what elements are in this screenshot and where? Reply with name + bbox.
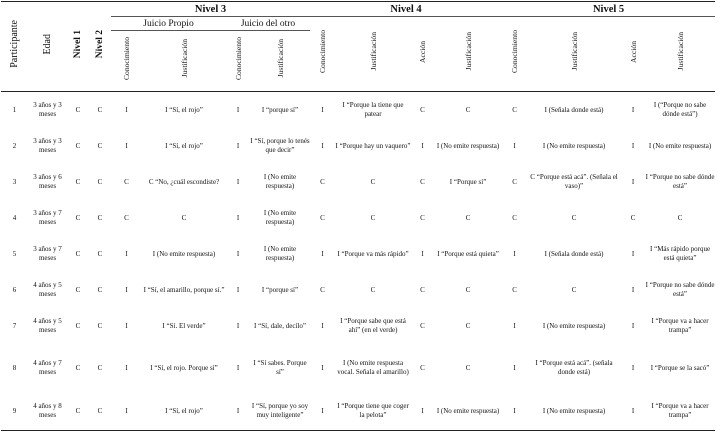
cell-n4-justificacion: C (370, 285, 376, 294)
cell-jp-conocimiento: I (125, 285, 128, 294)
header-jo-conocimiento: Conocimiento (226, 31, 250, 92)
cell-n4-accion-justificacion: I (No emite respuesta) (436, 141, 500, 150)
cell-n5-conocimiento: C (512, 105, 517, 114)
cell-n4-accion: C (420, 177, 425, 186)
cell-n4-justificacion: I “Porque va más rápido” (337, 249, 409, 258)
cell-jo-conocimiento: I (236, 213, 240, 222)
cell-n5-justificacion: I (No emite respuesta) (527, 392, 621, 431)
cell-n4-conocimiento: C (320, 213, 325, 222)
cell-edad: 3 años y 7 meses (33, 209, 62, 226)
cell-edad: 4 años y 7 meses (33, 359, 62, 376)
cell-nivel-1: C (75, 321, 81, 330)
cell-n4-accion: I (421, 141, 424, 150)
cell-n4-justificacion: I “Porque tiene que coger la pelota” (335, 392, 411, 431)
cell-n4-accion: C (420, 213, 425, 222)
header-n4-accion: Acción (411, 17, 434, 92)
cell-jp-justificacion: I “Sí, el rojo” (165, 105, 203, 114)
cell-edad: 3 años y 3 meses (33, 137, 62, 154)
cell-edad: 4 años y 5 meses (33, 281, 62, 298)
header-n5-accion: Acción (621, 17, 645, 92)
cell-nivel-1: C (75, 213, 81, 222)
table-row (1, 344, 715, 392)
cell-n5-conocimiento: I (502, 392, 527, 431)
cell-n5-accion-justificacion: I (No emite respuesta) (648, 141, 712, 150)
cell-n5-accion: I (631, 177, 635, 186)
table-body (1, 92, 715, 431)
cell-nivel-1: C (75, 105, 81, 114)
table-row (1, 164, 715, 200)
cell-n4-conocimiento: I (321, 363, 324, 372)
cell-n4-conocimiento: I (321, 141, 324, 150)
cell-n5-justificacion: C “Porque está acá”. (Señala el vaso)” (530, 173, 618, 190)
cell-n4-accion: C (420, 285, 425, 294)
cell-nivel-2: C (89, 392, 111, 431)
table-row (1, 392, 715, 431)
table-row (1, 236, 715, 272)
cell-n5-accion-justificacion: I “Porque no sabe dónde está” (645, 281, 715, 298)
cell-nivel-1: C (67, 392, 89, 431)
cell-n4-justificacion: I (No emite respuesta vocal. Señala el amarillo) (337, 359, 409, 376)
cell-n4-accion: C (420, 105, 425, 114)
cell-jo-conocimiento: I (236, 249, 240, 258)
header-n4-accion-justificacion: Justificación (434, 17, 502, 92)
cell-n4-justificacion: I “Porque la tiene que patear (342, 101, 404, 118)
cell-jo-justificacion: I “Sí, dale, decílo” (254, 321, 306, 330)
cell-n5-accion-justificacion: I “Porque se la sacó” (650, 363, 710, 372)
cell-n5-accion-justificacion: C (677, 213, 683, 222)
cell-n5-accion: I (631, 363, 635, 372)
cell-jp-conocimiento: I (125, 105, 128, 114)
cell-jp-justificacion: I (No emite respuesta) (152, 249, 216, 258)
cell-jp-conocimiento: I (125, 363, 128, 372)
cell-n4-accion-justificacion: I “Porque está quieta” (437, 249, 499, 258)
cell-participante: 5 (12, 249, 17, 258)
cell-jp-conocimiento: C (124, 213, 129, 222)
table-row (1, 200, 715, 236)
table-row (1, 272, 715, 308)
results-table (1, 1, 715, 431)
table-row (1, 128, 715, 164)
cell-nivel-2: C (97, 363, 103, 372)
cell-edad: 3 años y 7 meses (33, 245, 62, 262)
header-jp-conocimiento: Conocimiento (111, 31, 142, 92)
cell-jp-conocimiento: I (111, 392, 142, 431)
header-participante: Participante (1, 2, 28, 92)
cell-jp-conocimiento: I (125, 249, 128, 258)
cell-participante: 3 (12, 177, 17, 186)
cell-jp-justificacion: I “Sí, el rojo” (165, 141, 203, 150)
cell-nivel-2: C (97, 285, 103, 294)
cell-edad: 3 años y 6 meses (33, 173, 62, 190)
cell-n4-accion-justificacion: C (465, 213, 471, 222)
cell-n4-accion-justificacion: C (465, 105, 471, 114)
cell-edad: 4 años y 5 meses (33, 317, 62, 334)
cell-n5-accion: I (631, 285, 635, 294)
cell-n4-accion-justificacion: C (465, 321, 471, 330)
cell-nivel-2: C (97, 141, 103, 150)
cell-participante: 7 (12, 321, 17, 330)
cell-n4-conocimiento: I (321, 321, 324, 330)
cell-n5-accion-justificacion: I “Porque va a hacer trampa” (645, 392, 715, 431)
cell-nivel-2: C (97, 177, 103, 186)
cell-n4-accion: I (411, 392, 434, 431)
cell-edad: 3 años y 3 meses (33, 101, 62, 118)
cell-n4-justificacion: C (370, 213, 376, 222)
cell-n5-justificacion: I (No emite respuesta) (542, 141, 606, 150)
cell-jo-justificacion: I “Sí sabes. Porque sí” (253, 359, 307, 376)
header-juicio-propio: Juicio Propio (111, 17, 226, 31)
cell-nivel-2: C (97, 105, 103, 114)
cell-n4-accion-justificacion: C (465, 363, 471, 372)
cell-n4-accion: C (420, 363, 425, 372)
cell-participante: 6 (12, 285, 17, 294)
cell-n4-conocimiento: I (310, 392, 335, 431)
cell-n5-justificacion: C (571, 285, 577, 294)
cell-n5-conocimiento: I (513, 249, 516, 258)
cell-n5-accion-justificacion: I (“Porque no sabe dónde está”) (653, 101, 707, 118)
header-jp-justificacion: Justificación (142, 31, 226, 92)
header-nivel-3: Nivel 3 (111, 2, 310, 17)
cell-n5-accion: I (631, 249, 635, 258)
cell-jo-conocimiento: I (236, 177, 240, 186)
cell-jo-justificacion: I (No emite respuesta) (263, 173, 297, 190)
cell-participante: 8 (12, 363, 17, 372)
cell-jo-justificacion: I (No emite respuesta) (263, 209, 297, 226)
cell-jo-justificacion: I “Sí, porque yo soy muy inteligente” (250, 392, 310, 431)
cell-n4-accion: C (420, 321, 425, 330)
cell-nivel-2: C (97, 249, 103, 258)
cell-participante: 2 (12, 141, 17, 150)
header-n5-conocimiento: Conocimiento (502, 17, 527, 92)
cell-jp-conocimiento: I (125, 321, 128, 330)
cell-n5-conocimiento: I (513, 321, 516, 330)
cell-jo-conocimiento: I (236, 285, 240, 294)
cell-n5-accion: I (631, 105, 635, 114)
cell-participante: 9 (1, 392, 28, 431)
cell-jp-justificacion: I “Sí, el rojo” (142, 392, 226, 431)
cell-jo-justificacion: I “Sí, porque lo tenés que decir” (250, 137, 310, 154)
cell-n5-accion-justificacion: I “Más rápido porque está quieta” (650, 245, 711, 262)
cell-jo-justificacion: I (No emite respuesta) (263, 245, 297, 262)
cell-jo-conocimiento: I (236, 105, 240, 114)
cell-jp-justificacion: I “Sí. El verde” (162, 321, 206, 330)
cell-jo-justificacion: I “porque sí” (261, 105, 299, 114)
cell-n4-justificacion: I “Porque hay un vaquero” (335, 141, 411, 150)
header-nivel-5: Nivel 5 (502, 2, 715, 17)
header-edad: Edad (28, 2, 67, 92)
cell-n5-justificacion: I (No emite respuesta) (542, 321, 606, 330)
table-row (1, 308, 715, 344)
header-nivel-1: Nivel 1 (67, 2, 89, 92)
header-juicio-del-otro: Juicio del otro (226, 17, 310, 31)
cell-n5-justificacion: I (Señala donde está) (544, 249, 604, 258)
cell-jp-conocimiento: C (124, 177, 129, 186)
cell-n4-conocimiento: I (321, 249, 324, 258)
cell-jo-justificacion: I “porque sí” (261, 285, 299, 294)
cell-jp-conocimiento: I (125, 141, 128, 150)
table-row (1, 92, 715, 129)
cell-n5-accion: C (630, 213, 636, 222)
cell-n5-conocimiento: I (513, 141, 516, 150)
cell-jp-justificacion: C “No, ¿cuál escondiste? (148, 177, 220, 186)
cell-nivel-1: C (75, 363, 81, 372)
cell-jo-conocimiento: I (226, 392, 250, 431)
cell-n5-accion: I (631, 321, 635, 330)
cell-jp-justificacion: C (181, 213, 187, 222)
cell-n5-conocimiento: C (512, 177, 517, 186)
cell-nivel-1: C (75, 285, 81, 294)
cell-n5-conocimiento: C (512, 213, 517, 222)
header-n5-justificacion: Justificación (527, 17, 621, 92)
header-jo-justificacion: Justificación (250, 31, 310, 92)
cell-jp-justificacion: I “Sí, el rojo. Porque sí” (150, 363, 218, 372)
cell-n4-accion: I (421, 249, 424, 258)
cell-jp-justificacion: I “Sí, el amarillo, porque sí.” (143, 285, 225, 294)
cell-participante: 1 (12, 105, 17, 114)
cell-n4-conocimiento: C (320, 285, 325, 294)
cell-n5-accion: I (621, 392, 645, 431)
cell-n4-justificacion: C (370, 177, 376, 186)
cell-n5-justificacion: I “Porque está acá”. (señala donde está) (535, 359, 613, 376)
cell-n4-accion-justificacion: I “Porque sí” (449, 177, 487, 186)
cell-nivel-1: C (75, 249, 81, 258)
cell-n5-justificacion: C (571, 213, 577, 222)
cell-jo-conocimiento: I (236, 321, 240, 330)
header-nivel-2: Nivel 2 (89, 2, 111, 92)
header-n4-conocimiento: Conocimiento (310, 17, 335, 92)
header-nivel-4: Nivel 4 (310, 2, 502, 17)
cell-nivel-1: C (75, 177, 81, 186)
cell-n5-conocimiento: C (512, 285, 517, 294)
cell-n4-justificacion: I “Porque sabe que está ahí” (en el verde) (340, 317, 406, 334)
header-n4-justificacion: Justificación (335, 17, 411, 92)
cell-n5-conocimiento: I (513, 363, 516, 372)
cell-n5-accion: I (631, 141, 635, 150)
cell-nivel-2: C (97, 321, 103, 330)
cell-n5-accion-justificacion: I “Porque no sabe dónde está” (645, 173, 715, 190)
cell-n4-conocimiento: C (320, 177, 325, 186)
cell-participante: 4 (12, 213, 17, 222)
cell-n4-accion-justificacion: I (No emite respuesta) (434, 392, 502, 431)
cell-n5-accion-justificacion: I “Porque va a hacer trampa” (651, 317, 709, 334)
cell-edad: 4 años y 8 meses (28, 392, 67, 431)
cell-n4-conocimiento: I (321, 105, 324, 114)
cell-jo-conocimiento: I (236, 363, 240, 372)
cell-nivel-1: C (75, 141, 81, 150)
cell-n5-justificacion: I (Señala donde está) (544, 105, 604, 114)
cell-nivel-2: C (97, 213, 103, 222)
cell-n4-accion-justificacion: C (465, 285, 471, 294)
header-n5-accion-justificacion: Justificación (645, 17, 715, 92)
cell-jo-conocimiento: I (236, 141, 240, 150)
